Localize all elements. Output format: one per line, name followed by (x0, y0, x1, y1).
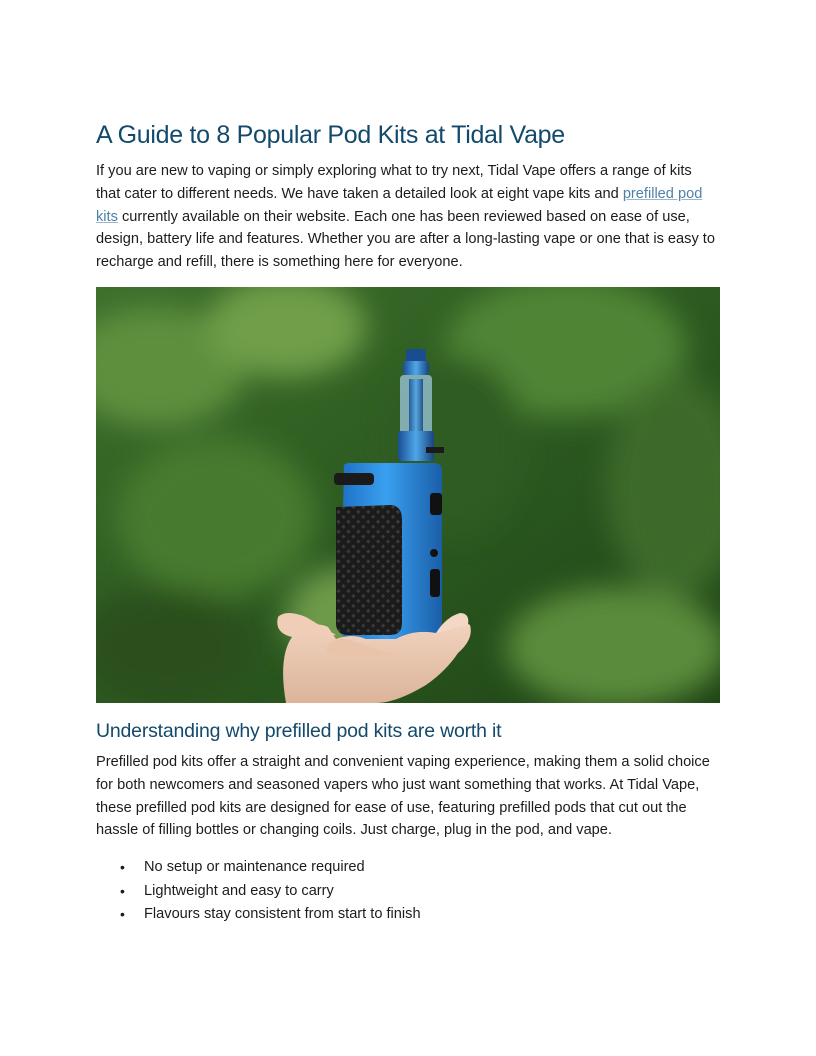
list-item (96, 880, 720, 904)
list-item (96, 856, 720, 880)
list-item-text: Lightweight and easy to carry (144, 882, 334, 899)
list-item (96, 903, 720, 927)
intro-text-after: currently available on their website. Each one has been reviewed based on ease of use, design, battery life and features. Whether you are after a long-lasting vape or one that is easy to recharge and refill, there is something here for everyone. (96, 208, 715, 271)
bullet-icon: • (120, 906, 125, 923)
bullet-icon: • (120, 859, 125, 876)
bullet-icon: • (120, 882, 125, 899)
list-item-text: Flavours stay consistent from start to finish (144, 906, 421, 923)
prefilled-pod-kits-link[interactable]: prefilled pod kits (96, 185, 703, 225)
intro-paragraph (96, 160, 720, 274)
vape-kit-photo (96, 287, 720, 703)
page-title: A Guide to 8 Popular Pod Kits at Tidal Vape (96, 121, 565, 149)
document-page (96, 118, 720, 927)
intro-text-before: If you are new to vaping or simply exploring what to try next, Tidal Vape offers a range of kits that cater to different needs. We have taken a detailed look at eight vape kits and (96, 163, 692, 202)
section-heading: Understanding why prefilled pod kits are worth it (96, 719, 502, 742)
benefits-list (96, 856, 720, 927)
list-item-text: No setup or maintenance required (144, 859, 365, 876)
section-paragraph: Prefilled pod kits offer a straight and convenient vaping experience, making them a solid choice for both newcomers and seasoned vapers who just want something that works. At Tidal Vape, these prefilled pod kits are designed for ease of use, featuring prefilled pods that cut out the hassle of filling bottles or changing coils. Just charge, plug in the pod, and vape. (96, 753, 710, 839)
